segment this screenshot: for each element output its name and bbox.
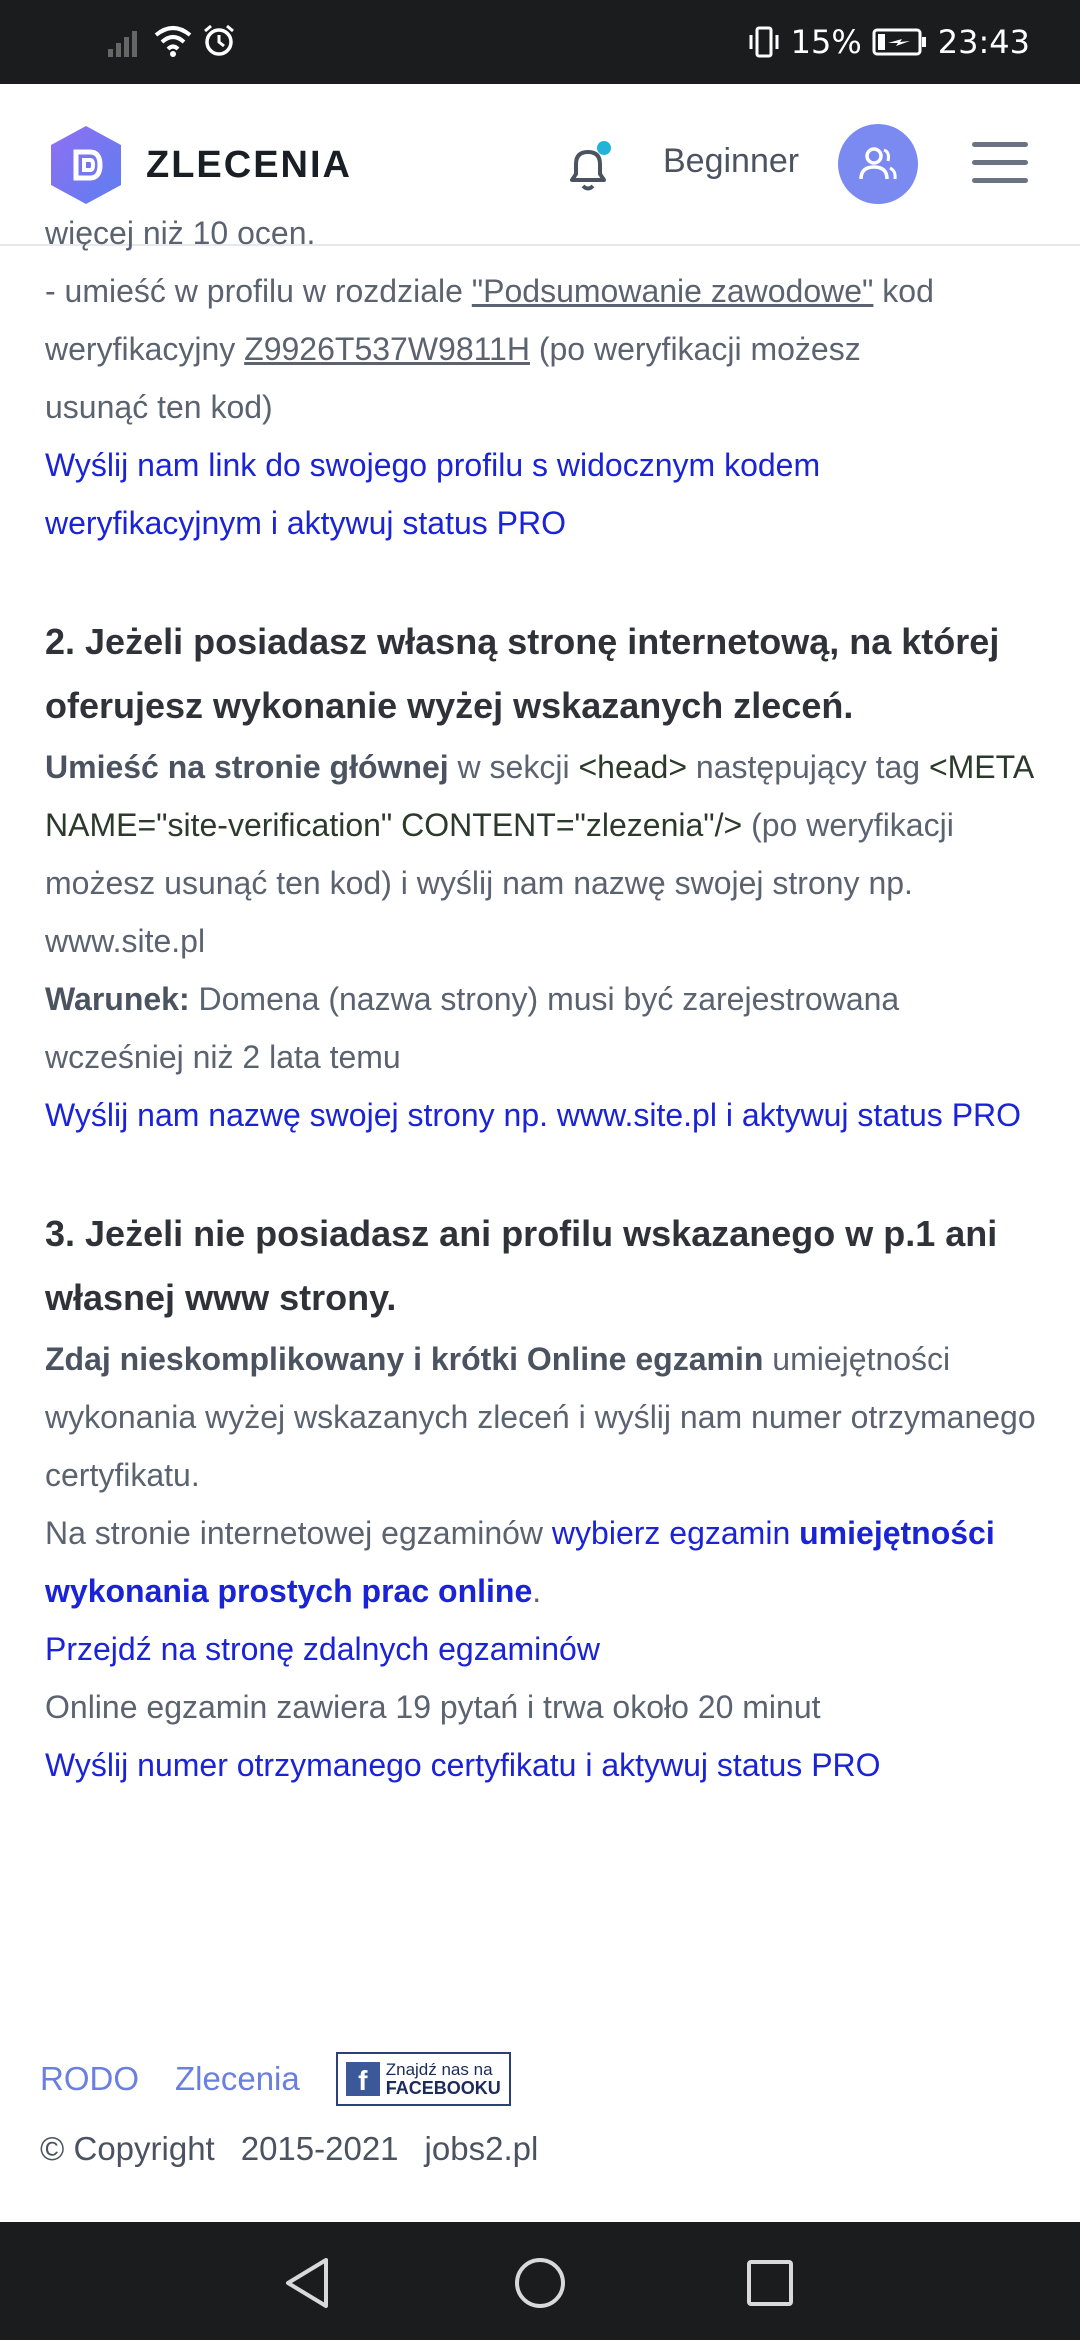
wifi-icon: [154, 25, 192, 57]
back-icon[interactable]: [282, 2256, 332, 2310]
status-right: [747, 20, 1030, 64]
section3-exam-choice: [45, 1504, 1045, 1620]
exam-info: Online egzamin zawiera 19 pytań i trwa około 20 minut: [45, 1689, 821, 1725]
text: weryfikacyjny: [45, 331, 245, 367]
text: kod: [873, 273, 934, 309]
vibrate-icon: [747, 25, 781, 59]
home-icon[interactable]: [513, 2256, 567, 2310]
facebook-badge-text: [386, 2061, 501, 2098]
cut-off-line: więcej niż 10 ocen.: [45, 215, 316, 251]
footer: [40, 2052, 1040, 2168]
menu-icon-bar: [972, 142, 1028, 147]
text: .: [532, 1573, 542, 1609]
section2-instructions: [45, 738, 1045, 970]
status-left: [108, 24, 236, 58]
step1-line1: [45, 262, 1045, 320]
text: (po weryfikacji możesz usunąć ten kod) i wyślij nam nazwę swojej strony np. www.site.pl: [45, 807, 954, 959]
main-content: [45, 215, 1045, 1864]
copyright: [40, 2130, 1040, 2168]
section2-heading: 2. Jeżeli posiadasz własną stronę internetową, na której oferujesz wykonanie wyżej wskazanych zleceń.: [45, 621, 1000, 726]
bell-icon: [560, 140, 616, 196]
fb-line2: FACEBOOKU: [385, 2077, 501, 2098]
text: - umieść w profilu w rozdziale: [45, 273, 472, 309]
text: umiejętności wykonania wyżej wskazanych zleceń i wyślij nam numer otrzymanego certyfikatu.: [45, 1341, 1036, 1493]
text: Na stronie internetowej egzaminów: [45, 1515, 552, 1551]
logo-text: ZLECENIA: [146, 143, 352, 186]
section3-heading: 3. Jeżeli nie posiadasz ani profilu wskazanego w p.1 ani własnej www strony.: [45, 1213, 998, 1318]
step1-line2: [45, 320, 1045, 378]
user-level: Beginner: [663, 142, 800, 180]
section2-condition: [45, 970, 1045, 1086]
logo[interactable]: [48, 124, 352, 206]
meta-tag-code: <META NAME="site-verification" CONTENT="zlezenia"/>: [45, 749, 1033, 843]
choose-exam-link[interactable]: wybierz egzamin: [551, 1515, 800, 1551]
battery-charging-icon: [872, 27, 928, 57]
notifications-button[interactable]: [560, 140, 616, 201]
footer-links: [40, 2052, 1040, 2106]
spacer: [45, 552, 1045, 610]
clock-time: 23:43: [937, 23, 1030, 61]
choose-exam-link-bold[interactable]: umiejętności wykonania prostych prac online: [45, 1515, 995, 1609]
go-to-exams-link[interactable]: Przejdź na stronę zdalnych egzaminów: [45, 1631, 600, 1667]
recents-icon[interactable]: [745, 2256, 795, 2310]
condition-text: Domena (nazwa strony) musi być zarejestrowana wcześniej niż 2 lata temu: [45, 981, 900, 1075]
system-nav-bar: [0, 2222, 1080, 2340]
verification-code: Z9926T537W9811H: [244, 331, 530, 367]
send-certificate-link[interactable]: Wyślij numer otrzymanego certyfikatu i aktywuj status PRO: [45, 1747, 881, 1783]
site-name: jobs2.pl: [424, 2130, 539, 2167]
battery-percent: 15%: [790, 23, 862, 61]
status-bar: [0, 0, 1080, 84]
online-exam-label: Zdaj nieskomplikowany i krótki Online egzamin: [45, 1341, 764, 1377]
summary-section-link: "Podsumowanie zawodowe": [471, 273, 874, 309]
copyright-years: 2015-2021: [240, 2130, 399, 2167]
place-on-homepage-label: Umieść na stronie głównej: [45, 749, 449, 785]
footer-link-zlecenia[interactable]: Zlecenia: [175, 2060, 300, 2097]
section3-instructions: [45, 1330, 1045, 1504]
menu-button[interactable]: [972, 142, 1028, 184]
footer-link-rodo[interactable]: RODO: [40, 2060, 139, 2097]
users-icon: [857, 143, 899, 185]
condition-label: Warunek:: [45, 981, 190, 1017]
send-profile-link[interactable]: Wyślij nam link do swojego profilu s widocznym kodem weryfikacyjnym i aktywuj status PRO: [45, 447, 821, 541]
facebook-badge[interactable]: [336, 2052, 511, 2106]
spacer: [45, 1144, 1045, 1202]
signal-icon: [108, 25, 144, 57]
alarm-icon: [202, 24, 236, 58]
text: następujący tag: [687, 749, 921, 785]
avatar-button[interactable]: [838, 124, 918, 204]
text: (po weryfikacji możesz: [529, 331, 861, 367]
facebook-icon: f: [346, 2062, 380, 2096]
menu-icon-bar: [972, 160, 1028, 165]
send-site-name-link[interactable]: Wyślij nam nazwę swojej strony np. www.site.pl i aktywuj status PRO: [45, 1097, 1022, 1133]
fb-line1: Znajdź nas na: [385, 2059, 493, 2079]
step1-line3: usunąć ten kod): [45, 389, 273, 425]
menu-icon-bar: [972, 178, 1028, 183]
head-tag: <head>: [578, 749, 688, 785]
logo-icon: [48, 124, 124, 206]
text: w sekcji: [448, 749, 579, 785]
copyright-label: © Copyright: [40, 2130, 215, 2167]
